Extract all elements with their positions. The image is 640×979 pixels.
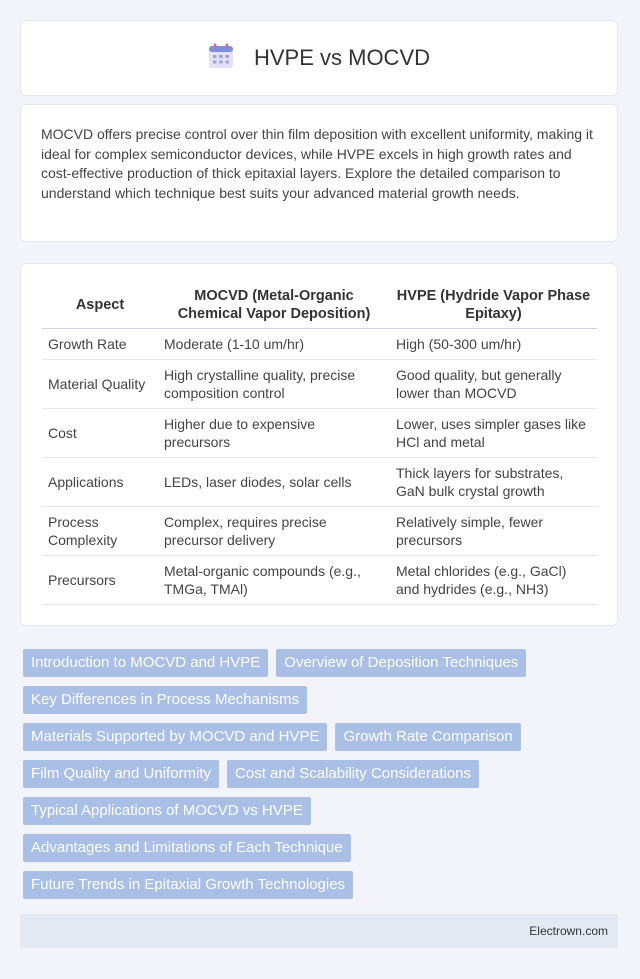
- title-card: [20, 20, 618, 96]
- header-aspect: Aspect: [42, 286, 158, 329]
- comparison-table: [42, 286, 597, 605]
- table-row: [42, 458, 597, 507]
- intro-card: [20, 104, 618, 242]
- row-hvpe-value: Metal chlorides (e.g., GaCl) and hydrides (e.g., NH3): [390, 556, 597, 605]
- row-aspect: Applications: [42, 458, 158, 507]
- topic-link[interactable]: Materials Supported by MOCVD and HVPE: [23, 723, 327, 751]
- table-row: [42, 360, 597, 409]
- row-aspect: Growth Rate: [42, 329, 158, 360]
- page-title: HVPE vs MOCVD: [253, 45, 431, 70]
- row-aspect: Cost: [42, 409, 158, 458]
- row-mocvd-value: Higher due to expensive precursors: [158, 409, 390, 458]
- table-row: [42, 409, 597, 458]
- row-mocvd-value: LEDs, laser diodes, solar cells: [158, 458, 390, 507]
- row-mocvd-value: Moderate (1-10 um/hr): [158, 329, 390, 360]
- topic-link[interactable]: Typical Applications of MOCVD vs HVPE: [23, 797, 311, 825]
- header-mocvd: MOCVD (Metal-Organic Chemical Vapor Deposition): [158, 286, 390, 329]
- row-mocvd-value: High crystalline quality, precise composition control: [158, 360, 390, 409]
- row-hvpe-value: Thick layers for substrates, GaN bulk crystal growth: [390, 458, 597, 507]
- table-row: [42, 556, 597, 605]
- row-hvpe-value: Good quality, but generally lower than MOCVD: [390, 360, 597, 409]
- footer-site-link[interactable]: Electrown.com: [529, 924, 608, 938]
- intro-paragraph: MOCVD offers precise control over thin film deposition with excellent uniformity, making it ideal for complex semiconductor devices, while HVPE excels in high growth rates and cost-effective production of thick epitaxial layers. Explore the detailed comparison to understand which technique best suits your advanced material growth needs.: [41, 126, 593, 201]
- row-mocvd-value: Complex, requires precise precursor delivery: [158, 507, 390, 556]
- table-row: [42, 507, 597, 556]
- comparison-table-card: [20, 263, 618, 626]
- topic-link[interactable]: Overview of Deposition Techniques: [276, 649, 526, 677]
- table-header-row: [42, 286, 597, 329]
- header-hvpe: HVPE (Hydride Vapor Phase Epitaxy): [390, 286, 597, 329]
- topic-link[interactable]: Advantages and Limitations of Each Technique: [23, 834, 351, 862]
- table-row: [42, 329, 597, 360]
- topic-links: [23, 649, 603, 908]
- topic-link[interactable]: Key Differences in Process Mechanisms: [23, 686, 307, 714]
- row-hvpe-value: Relatively simple, fewer precursors: [390, 507, 597, 556]
- topic-link[interactable]: Introduction to MOCVD and HVPE: [23, 649, 268, 677]
- row-mocvd-value: Metal-organic compounds (e.g., TMGa, TMAl): [158, 556, 390, 605]
- footer: [20, 914, 618, 948]
- topic-link[interactable]: Growth Rate Comparison: [335, 723, 520, 751]
- row-hvpe-value: Lower, uses simpler gases like HCl and metal: [390, 409, 597, 458]
- topic-link[interactable]: Film Quality and Uniformity: [23, 760, 219, 788]
- row-aspect: Process Complexity: [42, 507, 158, 556]
- row-aspect: Precursors: [42, 556, 158, 605]
- topic-link[interactable]: Future Trends in Epitaxial Growth Technologies: [23, 871, 353, 899]
- topic-link[interactable]: Cost and Scalability Considerations: [227, 760, 479, 788]
- row-aspect: Material Quality: [42, 360, 158, 409]
- calendar-grid-icon: [208, 43, 234, 74]
- row-hvpe-value: High (50-300 um/hr): [390, 329, 597, 360]
